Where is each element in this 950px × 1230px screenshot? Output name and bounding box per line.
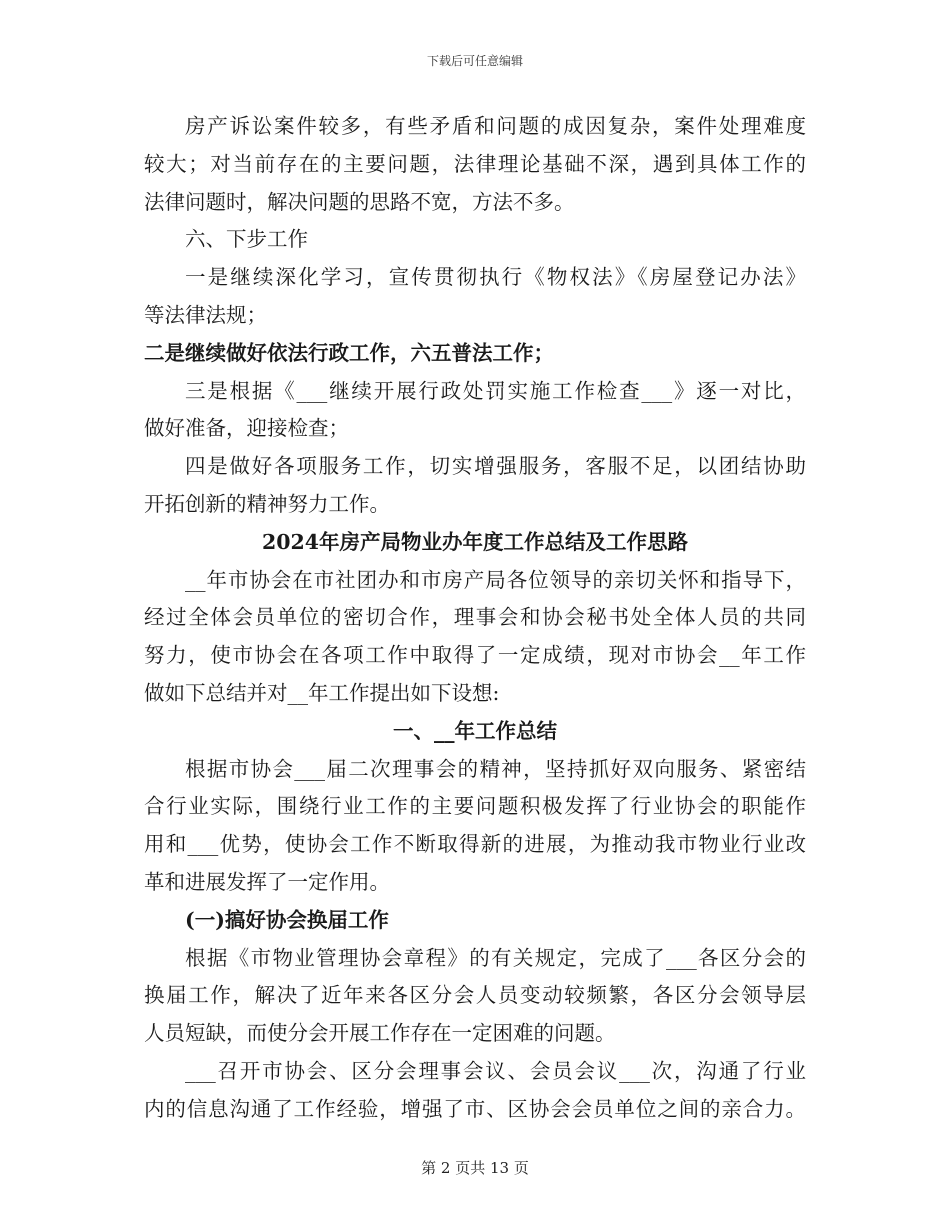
section-heading: 一、__年工作总结 (393, 718, 557, 743)
text-line: 做如下总结并对__年工作提出如下设想: (144, 680, 500, 705)
text-line: 经过全体会员单位的密切合作，理事会和协会秘书处全体人员的共同 (144, 605, 806, 630)
text-line: 法律问题时，解决问题的思路不宽，方法不多。 (144, 189, 575, 214)
text-line: 根据《市物业管理协会章程》的有关规定，完成了___各区分会的 (185, 945, 806, 970)
page-header: 下载后可任意编辑 (426, 54, 523, 68)
text-line: 三是根据《___继续开展行政处罚实施工作检查___》逐一对比， (185, 378, 806, 403)
text-line: 革和进展发挥了一定作用。 (144, 869, 390, 894)
text-line: ___召开市协会、区分会理事会议、会员会议___次，沟通了行业 (185, 1058, 806, 1083)
text-line: 一是继续深化学习，宣传贯彻执行《物权法》《房屋登记办法》 (185, 265, 806, 290)
section-heading: 2024年房产局物业办年度工作总结及工作思路 (261, 529, 689, 554)
page-footer: 第 2 页共 13 页 (421, 1159, 529, 1177)
text-line: 合行业实际，围绕行业工作的主要问题积极发挥了行业协会的职能作 (144, 794, 806, 819)
text-line: 房产诉讼案件较多，有些矛盾和问题的成因复杂，案件处理难度 (185, 114, 806, 138)
text-line: 内的信息沟通了工作经验，增强了市、区协会会员单位之间的亲合力。 (144, 1096, 806, 1121)
text-line: 根据市协会___届二次理事会的精神，坚持抓好双向服务、紧密结 (185, 756, 806, 781)
bold-line: 二是继续做好依法行政工作，六五普法工作； (144, 340, 554, 365)
text-line: 人员短缺，而使分会开展工作存在一定困难的问题。 (144, 1021, 616, 1046)
text-line: __年市协会在市社团办和市房产局各位领导的亲切关怀和指导下， (185, 567, 806, 592)
text-line: 用和___优势，使协会工作不断取得新的进展，为推动我市物业行业改 (144, 832, 806, 857)
bold-line: (一)搞好协会换届工作 (185, 907, 389, 932)
text-line: 六、下步工作 (185, 227, 308, 252)
text-line: 做好准备，迎接检查； (144, 416, 349, 441)
text-line: 等法律法规； (144, 302, 267, 327)
text-line: 较大；对当前存在的主要问题，法律理论基础不深，遇到具体工作的 (144, 151, 806, 176)
text-line: 四是做好各项服务工作，切实增强服务，客服不足，以团结协助 (185, 454, 806, 479)
document-body (144, 108, 806, 1129)
text-line: 换届工作，解决了近年来各区分会人员变动较频繁，各区分会领导层 (144, 983, 806, 1008)
text-line: 努力，使市协会在各项工作中取得了一定成绩，现对市协会__年工作 (144, 643, 806, 668)
text-line: 开拓创新的精神努力工作。 (144, 491, 390, 516)
